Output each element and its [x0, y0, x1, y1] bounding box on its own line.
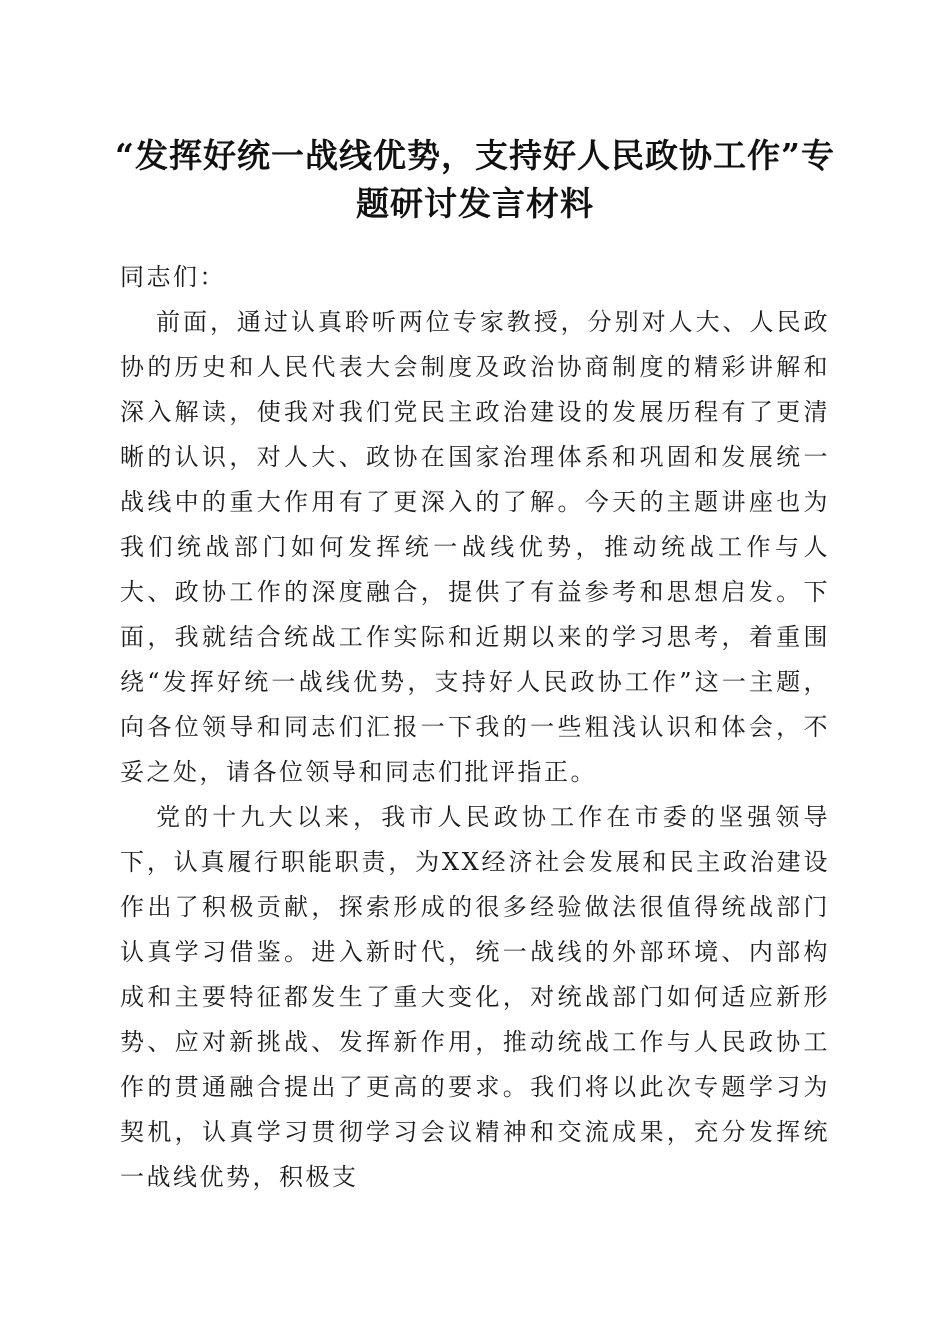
- salutation: 同志们：: [120, 263, 226, 291]
- document-title: “发挥好统一战线优势，支持好人民政协工作”专题研讨发言材料: [115, 136, 835, 223]
- paragraph-2: 党的十九大以来，我市人民政协工作在市委的坚强领导下，认真履行职能职责，为XX经济社会发展和民主政治建设作出了积极贡献，探索形成的很多经验做法很值得统战部门认真学习借鉴。进入新时代，统一战线的外部环境、内部构成和主要特征都发生了重大变化，对统战部门如何适应新形势、应对新挑战、发挥新作用，推动统战工作与人民政协工作的贯通融合提出了更高的要求。我们将以此次专题学习为契机，认真学习贯彻学习会议精神和交流成果，充分发挥统一战线优势，积极支: [120, 803, 830, 1191]
- document-body: [120, 255, 830, 1200]
- paragraph-1: 前面，通过认真聆听两位专家教授，分别对人大、人民政协的历史和人民代表大会制度及政治协商制度的精彩讲解和深入解读，使我对我们党民主政治建设的发展历程有了更清晰的认识，对人大、政协在国家治理体系和巩固和发展统一战线中的重大作用有了更深入的了解。今天的主题讲座也为我们统战部门如何发挥统一战线优势，推动统战工作与人大、政协工作的深度融合，提供了有益参考和思想启发。下面，我就结合统战工作实际和近期以来的学习思考，着重围绕“发挥好统一战线优势，支持好人民政协工作”这一主题，向各位领导和同志们汇报一下我的一些粗浅认识和体会，不妥之处，请各位领导和同志们批评指正。: [120, 308, 830, 786]
